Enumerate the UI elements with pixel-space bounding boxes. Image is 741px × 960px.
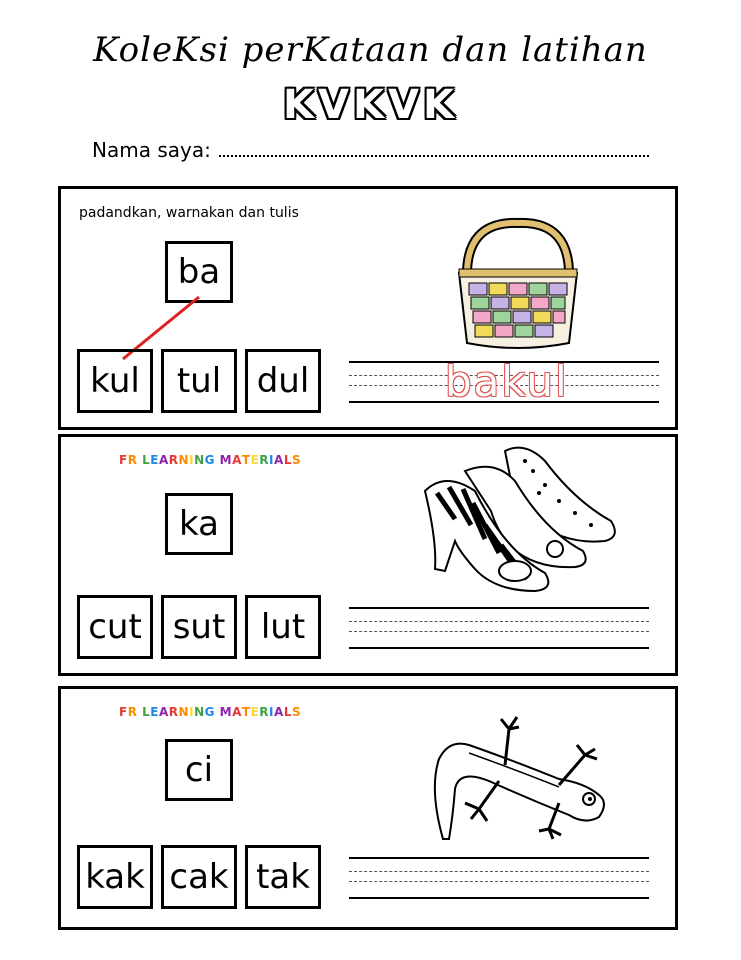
syllable-box: ba	[165, 241, 233, 303]
name-blank-line[interactable]	[219, 141, 649, 157]
option-box-1[interactable]: kul	[77, 349, 153, 413]
name-row	[92, 138, 649, 162]
brand-logo-2: FR LEARNING MATERIALS	[119, 705, 302, 719]
name-label: Nama saya:	[92, 138, 211, 162]
option-box-2[interactable]: cak	[161, 845, 237, 909]
option-box-3[interactable]: lut	[245, 595, 321, 659]
writing-lines[interactable]	[349, 857, 649, 901]
option-box-3[interactable]: dul	[245, 349, 321, 413]
worksheet-title: KoleKsi perKataan dan latihan	[93, 30, 648, 70]
option-box-2[interactable]: tul	[161, 349, 237, 413]
syllable-box: ci	[165, 739, 233, 801]
exercise-panel-2	[58, 434, 678, 676]
writing-lines[interactable]	[349, 607, 649, 651]
lizard-picture	[409, 699, 619, 849]
shoes-picture	[415, 441, 625, 601]
instruction-text: padandkan, warnakan dan tulis	[79, 205, 299, 221]
basket-picture	[453, 217, 583, 357]
option-box-3[interactable]: tak	[245, 845, 321, 909]
trace-word: bakul	[445, 357, 569, 406]
writing-lines[interactable]	[349, 357, 659, 406]
worksheet-subtitle: KVKVK	[283, 82, 458, 128]
option-box-1[interactable]: kak	[77, 845, 153, 909]
syllable-box: ka	[165, 493, 233, 555]
exercise-panel-3	[58, 686, 678, 930]
brand-logo-1: FR LEARNING MATERIALS	[119, 453, 302, 467]
option-box-2[interactable]: sut	[161, 595, 237, 659]
exercise-panel-1	[58, 186, 678, 430]
option-box-1[interactable]: cut	[77, 595, 153, 659]
